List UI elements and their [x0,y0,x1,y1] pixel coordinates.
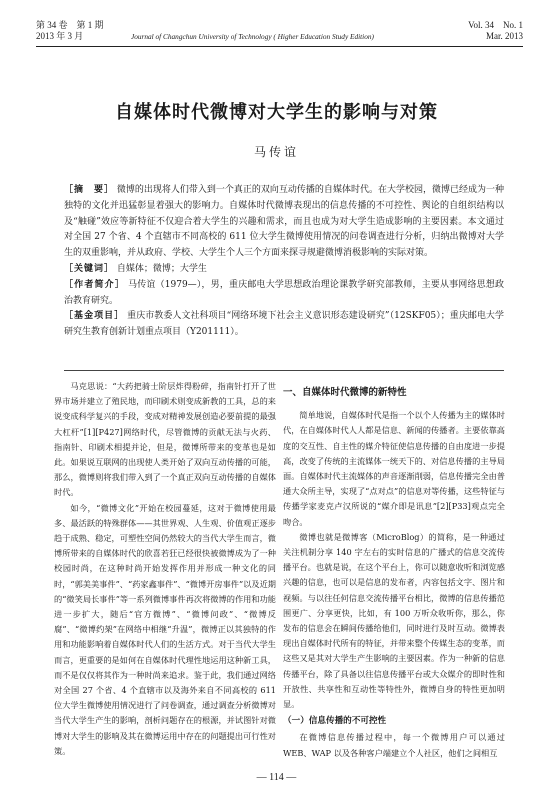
front-matter [64,183,504,341]
header-rule [36,46,523,47]
keywords-label: ［关键词］ [64,263,115,274]
author-bio-text: 马传谊（1979—），男，重庆邮电大学思想政治理论课教学研究部教师，主要从事网络思想政治教育研究。 [64,279,504,306]
abstract [64,183,504,262]
fund-text: 重庆市教委人文社科项目“网络环境下社会主义意识形态建设研究”（12SKF05）；重庆邮电大学研究生教育创新计划重点项目（Y201111）。 [64,311,504,338]
body-paragraph: 在微博信息传播过程中，每一个微博用户可以通过 WEB、WAP 以及各种客户端建立个人社区，他们之间相互 [283,732,505,758]
header-vol-no: Vol. 34 No. 1 [468,20,523,30]
fund-info [64,309,504,341]
body-left-column [54,379,276,759]
author-bio-label: ［作者简介］ [64,279,126,290]
header-volume-en [468,20,523,42]
subsection-heading: （一）信息传播的不可控性 [283,716,387,727]
keywords [64,262,504,278]
body-paragraph: 马克思说：“大药把骑士阶层炸得粉碎，指南针打开了世界市场并建立了殖民地，而印刷术则变成新教的工具，总的来说变成科学复兴的手段，变成对精神发展创造必要前提的最强大杠杆”[1][P427]网络时代，尽管微博的贡献无法与火药、指南针、印刷术相提并论，但是，微博所带来的变革也是如此。如果说互联网的出现使人类开始了双向互动传播的可能，那么，微博则将我们带入到了一个真正双向互动传播的自媒体时代。 [54,381,276,498]
keywords-text: 自媒体；微博；大学生 [116,263,207,274]
page-number: — 114 — [256,772,297,783]
body-paragraph: 如今，“微博文化”开始在校园蔓延，这对于微博使用最多、最活跃的特殊群体——其世界观、人生观、价值观正逐步趋于成熟、稳定，可塑性空间仍然较大的当代大学生而言，微博所带来的自媒体时代的欣喜若狂已经很快被微博成为了一种校园时尚，在这种时尚开始发挥作用并形成一种文化的同时，“郭美美事件”、“药家鑫事件”、“微博开房事件”以及近期的“微笑局长事件”等一系列微博事件再次将微博的作用和功能进一步扩大，随后“官方微博”、“微博问政”、“微博反腐”、“微博约架”在网络中相继“升温”，微博正以其独特的作用和功能影响着自媒体时代人们的生活方式。对于当代大学生而言，更重要的是如何在自媒体时代理性地运用这种新工具，而不是仅仅将其作为一种时尚来追求。鉴于此，我们通过网络对全国 27 个省、4 个直辖市以及海外来自不同高校的 611 位大学生微博使用情况进行了问卷调查，通过调查分析微博对当代大学生产生的影响，剖析问题存在的根源，并试图针对微博对大学生的影响及其在微博运用中存在的问题提出可行性对策。 [54,502,276,756]
author-bio [64,278,504,310]
article-title: 自媒体时代微博对大学生的影响与对策 [115,102,438,123]
header-date-cn: 2013 年 3 月 [36,31,84,41]
header-journal-name: Journal of Changchun University of Technology ( Higher Education Study Edition) [131,32,374,41]
body-right-column [283,379,505,761]
header-volume-issue [36,20,104,42]
abstract-label: ［摘 要］ [64,185,115,195]
fund-label: ［基金项目］ [64,311,125,322]
running-header [36,20,523,60]
article-author: 马传谊 [253,145,299,159]
header-month-year: Mar. 2013 [486,31,523,41]
body-paragraph: 微博也就是微博客（MicroBlog）的简称，是一种通过关注机制分享 140 字左右的实时信息的广播式的信息交流传播平台。也就是说，在这个平台上，你可以随意收听和浏览感兴趣的信息，也可以是信息的发布者，内容包括文字、图片和视频。与以往任何信息交流传播平台相比，微博的信息传播范围更广、分享更快，比如，有 100 万听众收听你，那么，你发布的信息会在瞬间传播给他们，同时进行及时互动。微博表现出自媒体时代所有的特征，并带来整个传媒生态的变革，而这些又是其对大学生产生影响的主要因素。作为一种新的信息传播平台，除了具备以往信息传播平台或大众媒介的即时性和开放性、共享性和互动性等特性外，微博自身的特性更加明显。 [283,531,505,710]
abstract-text: 微博的出现将人们带入到一个真正的双向互动传播的自媒体时代。在大学校园，微博已经成为一种独特的文化并迅猛彰显着强大的影响力。自媒体时代微博表现出的信息传播的不可控性、舆论的自组织结构以及“触碰”效应等新特征不仅迎合着大学生的兴趣和需求，而且也成为对大学生造成影响的主要因素。本文通过对全国 27 个省、4 个直辖市不同高校的 611 位大学生微博使用情况的问卷调查进行分析，归纳出微博对大学生的双重影响，并从政府、学校、大学生个人三个方面来探寻规避微博消极影响的实际对策。 [64,185,504,259]
section-heading: 一、自媒体时代微博的新特性 [283,387,407,398]
body-paragraph: 简单地说，自媒体时代是指一个以个人传播为主的媒体时代，在自媒体时代人人都是信息、新闻的传播者。主要依靠高度的交互性、自主性的媒介特征使信息传播的自由度进一步提高，改变了传统的主流媒体一统天下的、对信息传播的主导局面。自媒体时代主流媒体的声音逐渐削弱，信息传播完全由普通大众所主导，实现了“点对点”的信息对等传播，这些特征与传播学家麦克卢汉所说的“媒介即是讯息”[2][P33]观点完全吻合。 [283,410,505,527]
front-matter-rule [64,370,504,371]
header-volume-cn: 第 34 卷 第 1 期 [36,20,104,30]
